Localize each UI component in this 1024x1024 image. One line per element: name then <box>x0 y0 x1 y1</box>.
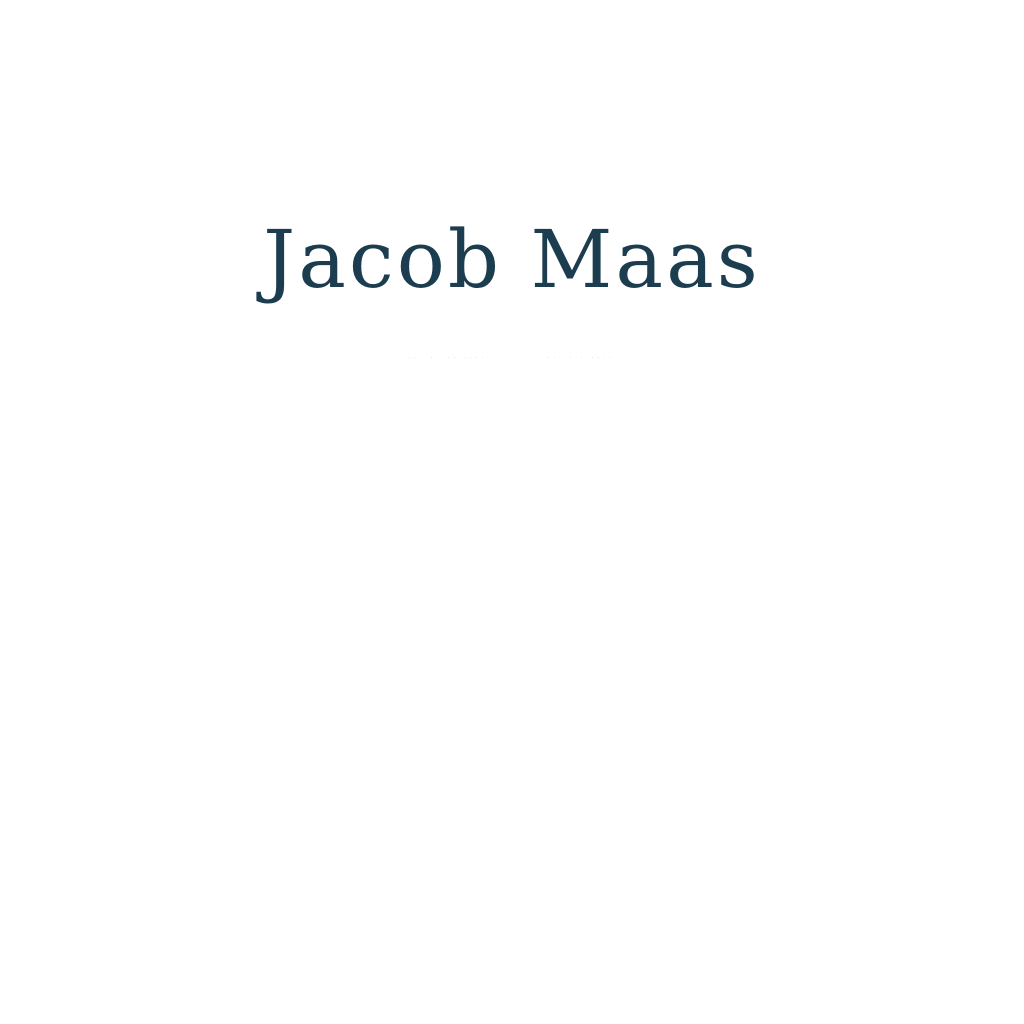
wishes-line-1 <box>0 868 1024 893</box>
ceremony-line-2 <box>0 740 1024 765</box>
intro-line-1 <box>0 109 1024 134</box>
death-date: † 21 JULI 20XX <box>537 358 615 359</box>
family-line <box>0 535 1024 560</box>
birth-date: *14 MAART 1950 <box>409 358 488 359</box>
intro-line-2 <box>0 134 1024 159</box>
family-line <box>0 582 1024 607</box>
wishes-line-2 <box>0 893 1024 918</box>
family-line <box>0 511 1024 536</box>
family-line <box>0 606 1024 631</box>
wishes-line-3 <box>0 918 1024 943</box>
spouse-line <box>0 440 1024 465</box>
deceased-name: Jacob Maas <box>263 213 761 306</box>
viewing-line-1 <box>0 791 1024 816</box>
life-dates <box>0 344 1024 374</box>
viewing-line-2 <box>0 816 1024 841</box>
ceremony-line-1 <box>0 715 1024 740</box>
